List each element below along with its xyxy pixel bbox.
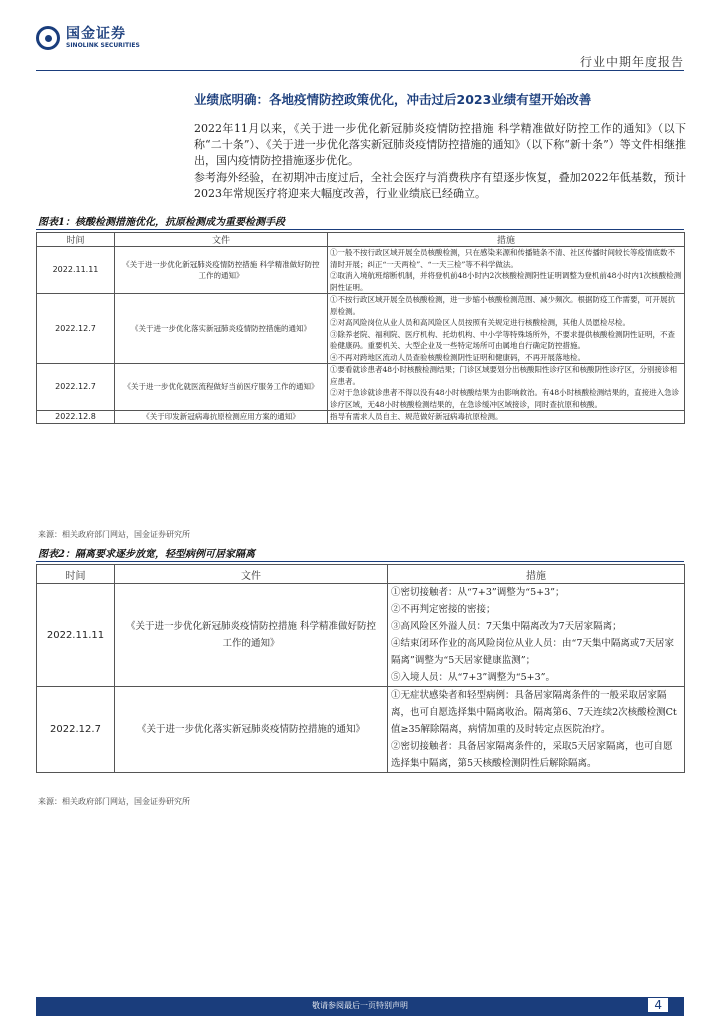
- measure-item: ①密切接触者：从“7+3”调整为“5+3”；: [391, 587, 565, 598]
- measure-item: ②对于急诊就诊患者不得以没有48小时核酸结果为由影响救治。有48小时核酸检测结果的，直接进入急诊诊疗区域，无48小时核酸检测结果的，在急诊缓冲区域接诊，同时查抗原和核酸。: [330, 388, 680, 409]
- figure1-table: [36, 232, 685, 424]
- report-type: 行业中期年度报告: [579, 55, 684, 69]
- figure2-title: 图表2：隔离要求逐步放宽，轻型病例可居家隔离: [38, 549, 255, 560]
- table-row: [37, 364, 685, 411]
- row-measures: [328, 364, 685, 411]
- row-date: 2022.12.7: [37, 364, 115, 411]
- measure-item: ④不再对跨地区流动人员查验核酸检测阴性证明和健康码，不再开展落地检。: [330, 352, 585, 362]
- footer-bar: [36, 997, 684, 1016]
- row-date: 2022.11.11: [37, 247, 115, 294]
- measure-item: ②对高风险岗位从业人员和高风险区人员按照有关规定进行核酸检测，其他人员愿检尽检。: [330, 318, 630, 327]
- measure-item: ①不按行政区域开展全员核酸检测，进一步缩小核酸检测范围、减少频次。根据防疫工作需要，可开展抗原检测。: [330, 295, 675, 316]
- footer-notice: 敬请参阅最后一页特别声明: [312, 1001, 408, 1010]
- table-row: [37, 411, 685, 424]
- row-date: 2022.11.11: [37, 584, 115, 687]
- table-header-row: [37, 233, 685, 247]
- row-date: 2022.12.7: [37, 294, 115, 364]
- measure-item: ③高风险区外溢人员：7天集中隔离改为7天居家隔离；: [391, 621, 622, 632]
- page-number: 4: [648, 998, 668, 1012]
- row-measures: [328, 247, 685, 294]
- header-time: 时间: [37, 233, 115, 247]
- company-logo: [36, 26, 140, 50]
- measure-item: ①无症状感染者和轻型病例：具备居家隔离条件的一般采取居家隔离，也可自愿选择集中隔离收治。隔离第6、7天连续2次核酸检测Ct值≥35解除隔离，病情加重的及时转定点医院治疗。: [391, 690, 677, 735]
- table-header-row: [37, 565, 685, 584]
- row-document: 《关于进一步优化落实新冠肺炎疫情防控措施的通知》: [115, 687, 388, 773]
- row-date: 2022.12.8: [37, 411, 115, 424]
- header-time: 时间: [37, 565, 115, 584]
- figure1-source: 来源：相关政府部门网站，国金证券研究所: [38, 530, 190, 539]
- row-measures: [388, 584, 685, 687]
- row-measures: [328, 294, 685, 364]
- row-document: 《关于进一步优化新冠肺炎疫情防控措施 科学精准做好防控工作的通知》: [115, 247, 328, 294]
- header-document: 文件: [115, 565, 388, 584]
- header-measures: 措施: [388, 565, 685, 584]
- row-document: 《关于进一步优化新冠肺炎疫情防控措施 科学精准做好防控工作的通知》: [115, 584, 388, 687]
- table-row: [37, 687, 685, 773]
- paragraph-2: 参考海外经验，在初期冲击度过后，全社会医疗与消费秩序有望逐步恢复，叠加2022年低基数，预计2023年常规医疗将迎来大幅度改善，行业业绩底已经确立。: [194, 171, 686, 200]
- measure-item: ①要看就诊患者48小时核酸检测结果；门诊区域要划分出核酸阳性诊疗区和核酸阴性诊疗区，分别接诊相应患者。: [330, 365, 678, 386]
- table-row: [37, 247, 685, 294]
- table-row: [37, 584, 685, 687]
- figure1-title: 图表1：核酸检测措施优化，抗原检测成为重要检测手段: [38, 217, 285, 228]
- figure1-title-divider: [36, 229, 684, 230]
- measure-item: ②密切接触者：具备居家隔离条件的，采取5天居家隔离，也可自愿选择集中隔离，第5天核酸检测阴性后解除隔离。: [391, 741, 673, 769]
- measure-item: 指导有需求人员自主、规范做好新冠病毒抗原检测。: [330, 412, 503, 421]
- figure2-source: 来源：相关政府部门网站，国金证券研究所: [38, 797, 190, 806]
- measure-item: ③除养老院、福利院、医疗机构、托幼机构、中小学等特殊场所外，不要求提供核酸检测阴性证明，不查验健康码。重要机关、大型企业及一些特定场所可由属地自行确定防控措施。: [330, 329, 675, 350]
- row-measures: [388, 687, 685, 773]
- row-document: 《关于印发新冠病毒抗原检测应用方案的通知》: [115, 411, 328, 424]
- logo-name-cn: 国金证券: [66, 26, 126, 42]
- measure-item: ②取消入境航班熔断机制，并将登机前48小时内2次核酸检测阴性证明调整为登机前48小时内1次核酸检测阴性证明。: [330, 271, 682, 292]
- header-divider: [36, 70, 684, 71]
- row-date: 2022.12.7: [37, 687, 115, 773]
- logo-name-en: SINOLINK SECURITIES: [66, 42, 140, 49]
- measure-item: ②不再判定密接的密接；: [391, 604, 496, 615]
- header-document: 文件: [115, 233, 328, 247]
- measure-item: ①一般不按行政区域开展全员核酸检测，只在感染来源和传播链条不清、社区传播时间较长等疫情底数不清时开展；纠正“一天两检”、“一天三检”等不科学做法。: [330, 248, 675, 269]
- table-row: [37, 294, 685, 364]
- measure-item: ④结束闭环作业的高风险岗位从业人员：由“7天集中隔离或7天居家隔离”调整为“5天居家健康监测”；: [391, 638, 674, 666]
- row-document: 《关于进一步优化就医流程做好当前医疗服务工作的通知》: [115, 364, 328, 411]
- figure2-table: [36, 564, 685, 773]
- measure-item: ⑤入境人员：从“7+3”调整为“5+3”。: [391, 672, 556, 683]
- row-document: 《关于进一步优化落实新冠肺炎疫情防控措施的通知》: [115, 294, 328, 364]
- logo-icon: [36, 26, 60, 50]
- header-measures: 措施: [328, 233, 685, 247]
- figure2-title-divider: [36, 561, 684, 562]
- row-measures: [328, 411, 685, 424]
- paragraph-1: 2022年11月以来，《关于进一步优化新冠肺炎疫情防控措施 科学精准做好防控工作的通知》（以下称“二十条”）、《关于进一步优化落实新冠肺炎疫情防控措施的通知》（以下称“新十条”）等文件相继推出，国内疫情防控措施逐步优化。: [194, 122, 686, 167]
- section-headline: 业绩底明确：各地疫情防控政策优化，冲击过后2023业绩有望开始改善: [194, 92, 592, 107]
